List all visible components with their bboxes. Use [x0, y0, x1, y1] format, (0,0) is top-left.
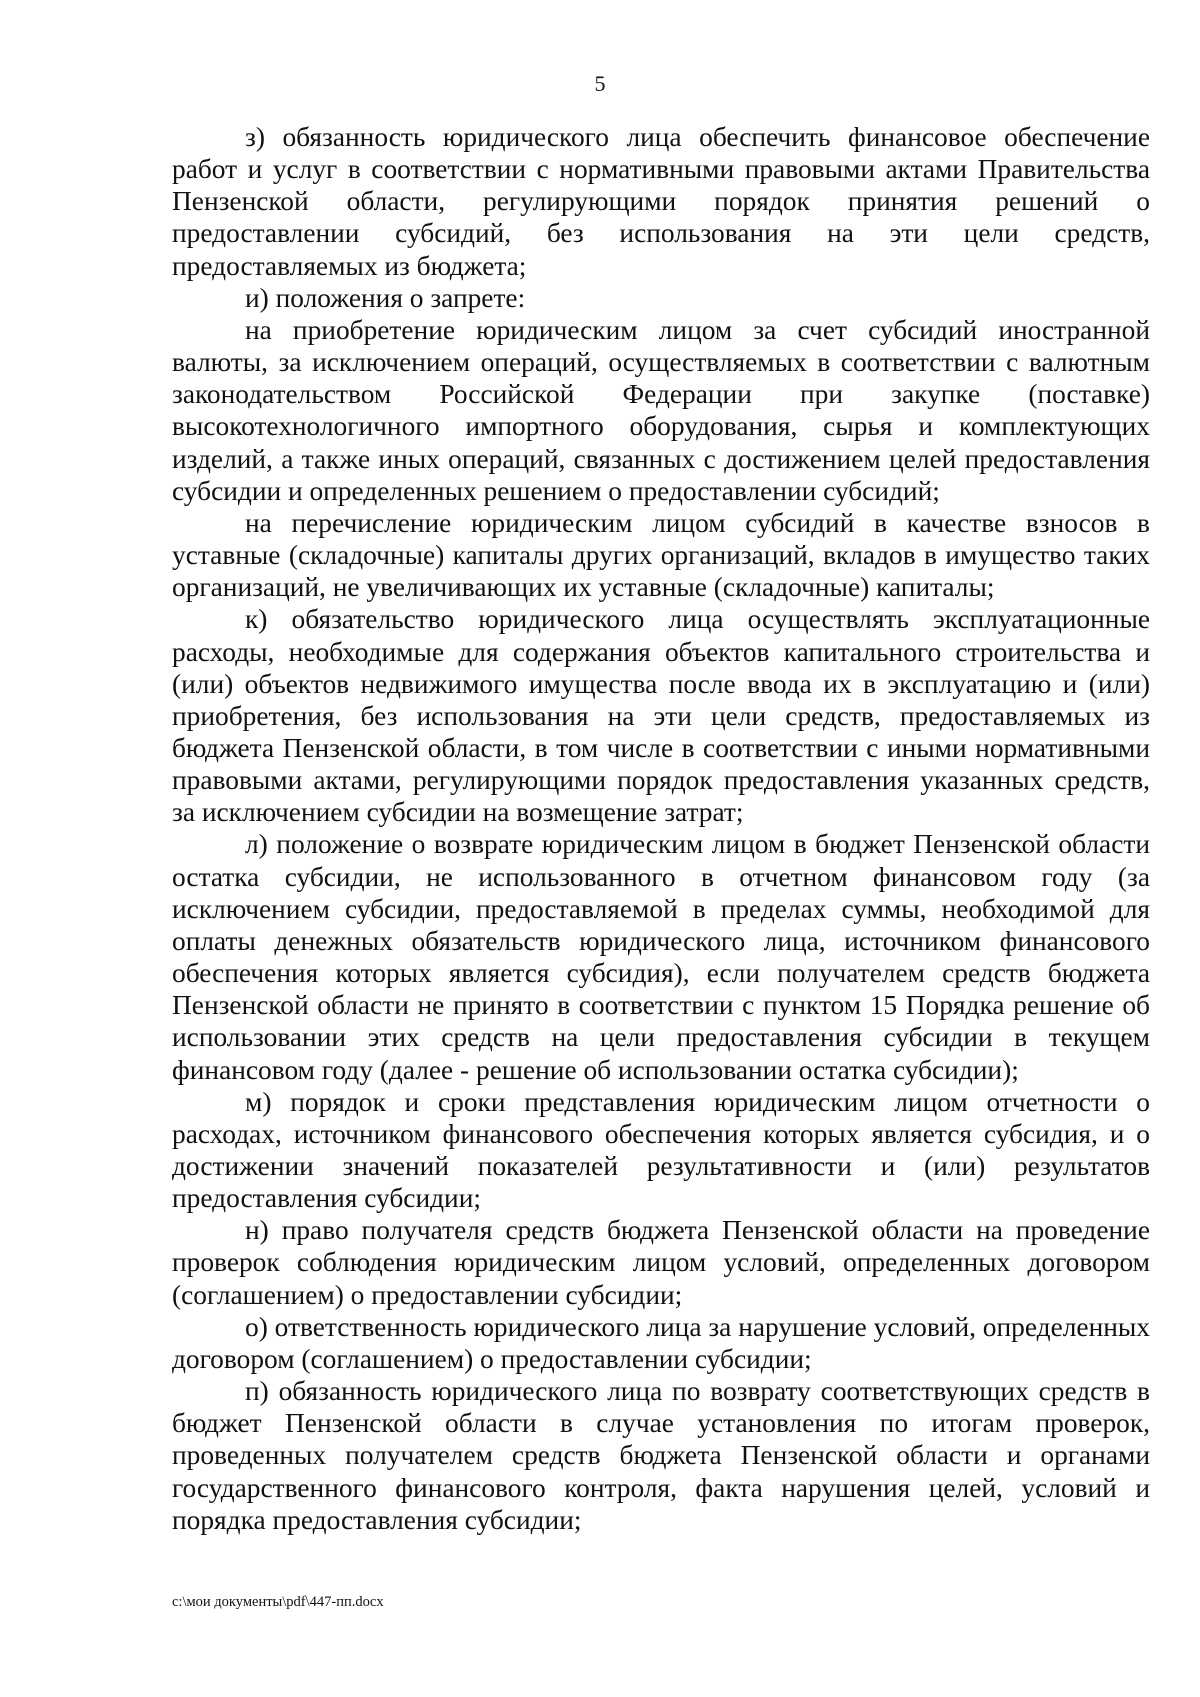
- document-body: [172, 121, 1150, 1536]
- paragraph-o: о) ответственность юридического лица за нарушение условий, определенных договором (соглашением) о предоставлении субсидии;: [172, 1311, 1150, 1374]
- paragraph-i-contributions: на перечисление юридическим лицом субсидий в качестве взносов в уставные (складочные) капиталы других организаций, вкладов в имущество таких организаций, не увеличивающих их уставные (складочные) капиталы;: [172, 507, 1150, 603]
- page-number: 5: [594, 71, 606, 96]
- paragraph-i: и) положения о запрете:: [245, 282, 526, 313]
- paragraph-l: л) положение о возврате юридическим лицом в бюджет Пензенской области остатка субсидии, не использованного в отчетном финансовом году (за исключением субсидии, предоставляемой в пределах суммы, необходимой для оплаты денежных обязательств юридического лица, источником финансового обеспечения которых является субсидия), если получателем средств бюджета Пензенской области не принято в соответствии с пунктом 15 Порядка решение об использовании этих средств на цели предоставления субсидии в текущем финансовом году (далее - решение об использовании остатка субсидии);: [172, 829, 1150, 1085]
- paragraph-i-currency: на приобретение юридическим лицом за счет субсидий иностранной валюты, за исключением операций, осуществляемых в соответствии с валютным законодательством Российской Федерации при закупке (поставке) высокотехнологичного импортного оборудования, сырья и комплектующих изделий, а также иных операций, связанных с достижением целей предоставления субсидии и определенных решением о предоставлении субсидий;: [172, 314, 1150, 506]
- footer-file-path: c:\мои документы\pdf\447-пп.docx: [172, 1594, 384, 1610]
- paragraph-m: м) порядок и сроки представления юридическим лицом отчетности о расходах, источником финансового обеспечения которых является субсидия, и о достижении значений показателей результативности и (или) результатов предоставления субсидии;: [172, 1086, 1150, 1214]
- paragraph-p: п) обязанность юридического лица по возврату соответствующих средств в бюджет Пензенской области в случае установления по итогам проверок, проведенных получателем средств бюджета Пензенской области и органами государственного финансового контроля, факта нарушения целей, условий и порядка предоставления субсидии;: [172, 1376, 1150, 1535]
- paragraph-n: н) право получателя средств бюджета Пензенской области на проведение проверок соблюдения юридическим лицом условий, определенных договором (соглашением) о предоставлении субсидии;: [172, 1215, 1150, 1310]
- paragraph-z: з) обязанность юридического лица обеспечить финансовое обеспечение работ и услуг в соответствии с нормативными правовыми актами Правительства Пензенской области, регулирующими порядок принятия решений о предоставлении субсидий, без использования на эти цели средств, предоставляемых из бюджета;: [172, 122, 1150, 281]
- paragraph-k: к) обязательство юридического лица осуществлять эксплуатационные расходы, необходимые для содержания объектов капитального строительства и (или) объектов недвижимого имущества после ввода их в эксплуатацию и (или) приобретения, без использования на эти цели средств, предоставляемых из бюджета Пензенской области, в том числе в соответствии с иными нормативными правовыми актами, регулирующими порядок предоставления указанных средств, за исключением субсидии на возмещение затрат;: [172, 604, 1150, 828]
